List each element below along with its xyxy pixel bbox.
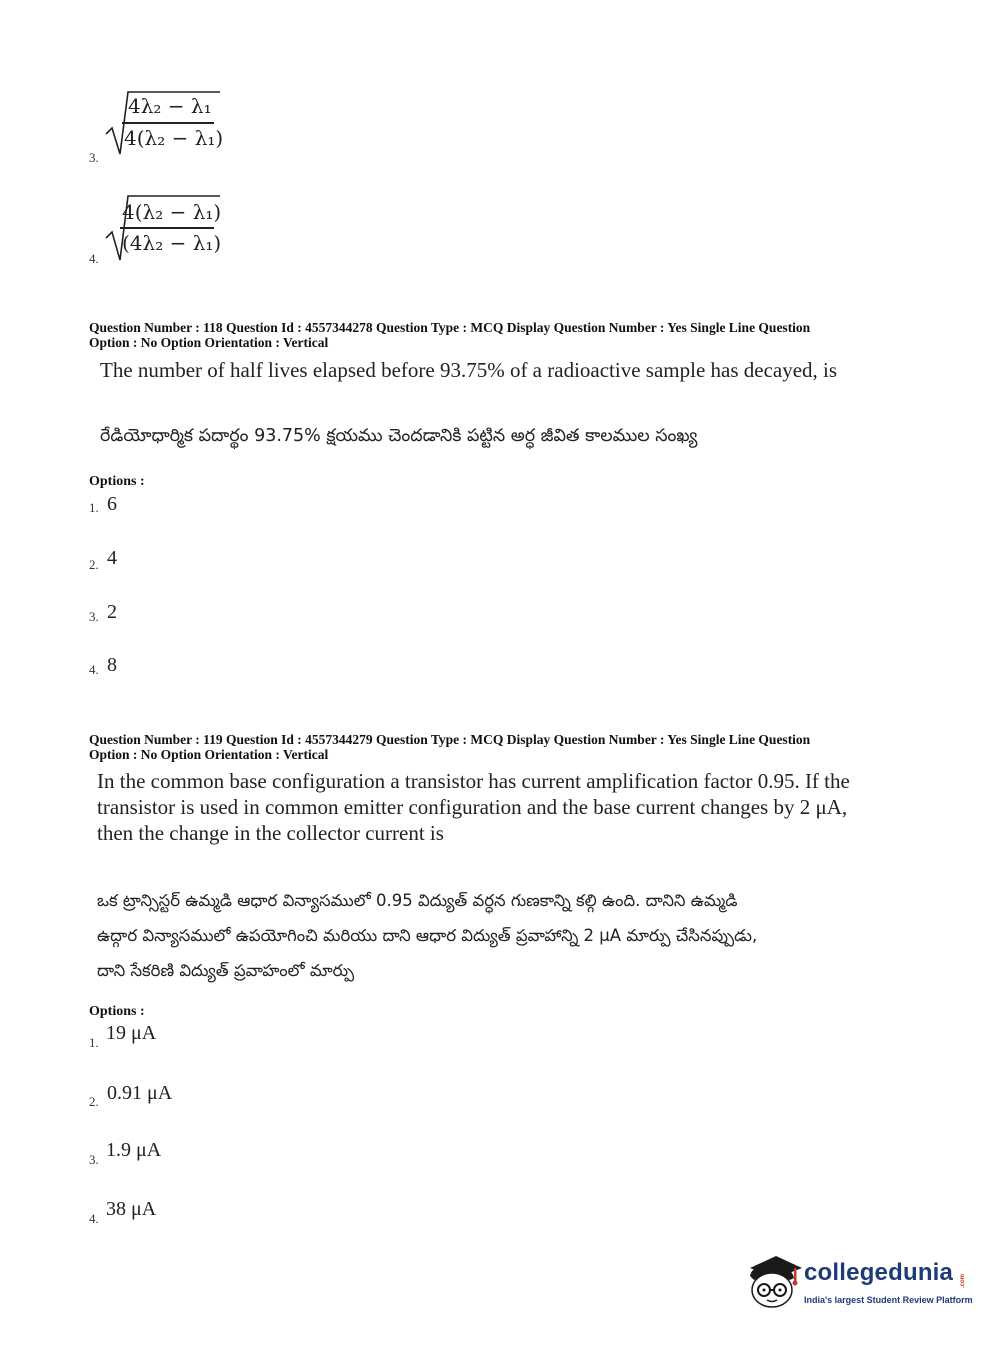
logo-suffix: .com xyxy=(960,1274,966,1289)
fraction-denominator: 4(λ₂ − λ₁) xyxy=(124,126,224,150)
fraction-numerator: 4λ₂ − λ₁ xyxy=(128,94,212,118)
option-value: 19 μA xyxy=(106,1022,157,1044)
options-label: Options : xyxy=(89,1004,145,1019)
logo-tagline: India's largest Student Review Platform xyxy=(804,1295,973,1305)
option-value: 2 xyxy=(107,601,117,623)
fraction-denominator: (4λ₂ − λ₁) xyxy=(122,231,222,255)
question-text-english-line3: then the change in the collector current is xyxy=(97,821,444,845)
option-number: 3. xyxy=(89,609,99,624)
question-meta-line1: Question Number : 119 Question Id : 4557344279 Question Type : MCQ Display Question Number : Yes Single Line Question xyxy=(89,732,811,747)
question-meta-line2: Option : No Option Orientation : Vertical xyxy=(89,747,329,762)
fraction-numerator: 4(λ₂ − λ₁) xyxy=(122,200,222,224)
option-number: 3. xyxy=(89,150,99,165)
option-number: 4. xyxy=(89,251,99,266)
option-number: 3. xyxy=(89,1152,99,1167)
fraction-bar xyxy=(122,122,214,124)
option-value: 1.9 μA xyxy=(106,1139,162,1161)
option-number: 1. xyxy=(89,500,99,515)
option-number: 2. xyxy=(89,557,99,572)
question-text-english-line1: In the common base configuration a transistor has current amplification factor 0.95. If the xyxy=(97,769,850,793)
logo-brand-text: collegedunia xyxy=(804,1259,954,1286)
option-number: 4. xyxy=(89,662,99,677)
option-number: 2. xyxy=(89,1094,99,1109)
question-text-english-line2: transistor is used in common emitter configuration and the base current changes by 2 μA, xyxy=(97,795,848,819)
option-value: 4 xyxy=(107,547,117,569)
option-number: 1. xyxy=(89,1035,99,1050)
options-label: Options : xyxy=(89,474,145,489)
question-text-telugu-line1: ఒక ట్రాన్సిస్టర్ ఉమ్మడి ఆధార విన్యాసములో 0.95 విద్యుత్ వర్ధన గుణకాన్ని కల్గి ఉంది. దానిని ఉమ్మడి xyxy=(97,891,738,910)
question-meta-line1: Question Number : 118 Question Id : 4557344278 Question Type : MCQ Display Question Number : Yes Single Line Question xyxy=(89,320,811,335)
option-value: 6 xyxy=(107,493,117,515)
question-meta-line2: Option : No Option Orientation : Vertical xyxy=(89,335,329,350)
option-value: 8 xyxy=(107,654,117,676)
question-text-telugu: రేడియోధార్మిక పదార్థం 93.75% క్షయము చెందడానికి పట్టిన అర్ధ జీవిత కాలముల సంఖ్య xyxy=(100,426,698,446)
mascot-icon xyxy=(742,1250,804,1312)
option-value: 38 μA xyxy=(106,1198,157,1220)
fraction-bar xyxy=(120,227,214,229)
option-value: 0.91 μA xyxy=(107,1082,173,1104)
question-text-telugu-line2: ఉద్గార విన్యాసములో ఉపయోగించి మరియు దాని ఆధార విద్యుత్ ప్రవాహాన్ని 2 μA మార్పు చేసినప్పుడు, xyxy=(97,926,758,945)
question-text-telugu-line3: దాని సేకరిణి విద్యుత్ ప్రవాహంలో మార్పు xyxy=(97,961,355,980)
option-number: 4. xyxy=(89,1211,99,1226)
question-text-english: The number of half lives elapsed before 93.75% of a radioactive sample has decayed, is xyxy=(100,358,838,382)
collegedunia-logo[interactable] xyxy=(742,1250,972,1312)
